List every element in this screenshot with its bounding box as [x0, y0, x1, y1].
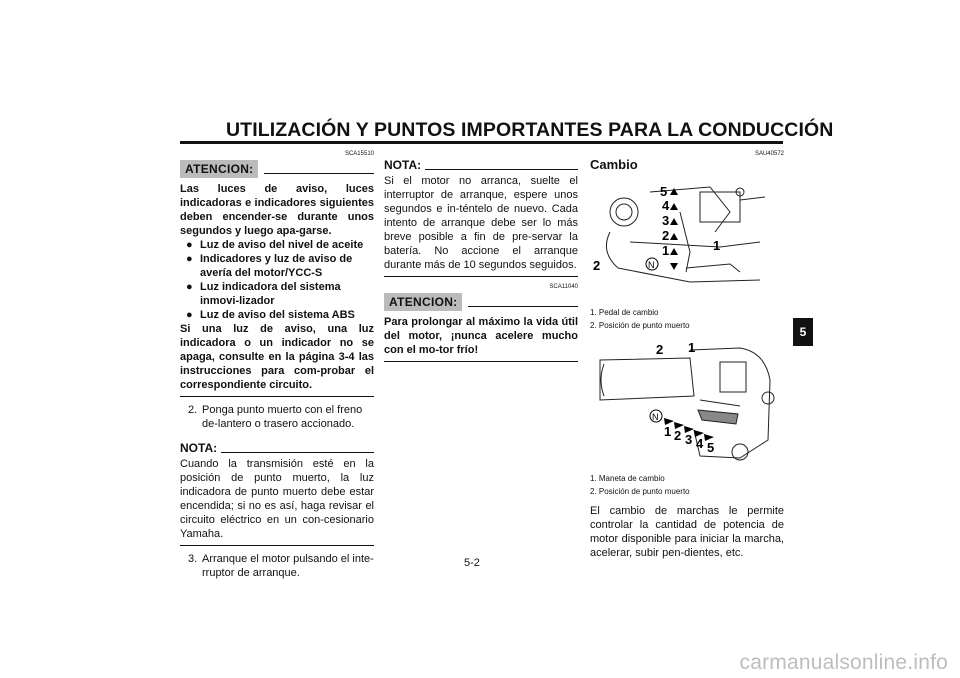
nota-header [384, 158, 578, 172]
step-3: 3. Arranque el motor pulsando el inte-rruptor de arranque. [188, 553, 374, 579]
shift-pedal-figure [590, 172, 770, 302]
bullet-item: ● Luz de aviso del sistema ABS [186, 309, 355, 321]
nota-label: NOTA: [384, 158, 422, 172]
attention-header [384, 293, 578, 311]
nota-text: Si el motor no arranca, suelte el interruptor de arranque, espere unos segundos e in-téntelo de nuevo. Cada intento de arranque debe ser lo más breve posible a fin de pre-servar la batería. No accione el arranque durante más de 10 segundos seguidos. [384, 175, 578, 271]
gear-label: 5 [660, 184, 668, 199]
figure-caption: 1. Pedal de cambio [590, 308, 659, 317]
gear-label: 3 [685, 432, 693, 447]
gear-label: 4 [696, 436, 704, 451]
callout-2: 2 [593, 258, 601, 273]
column-middle [384, 150, 578, 368]
nota-header [180, 441, 374, 455]
body-text: El cambio de marchas le permite controlar la cantidad de potencia de motor disponible para iniciar la marcha, acelerar, subir pen-dientes, etc. [590, 505, 784, 559]
neutral-label: N [652, 412, 659, 422]
column-left [180, 150, 374, 580]
title-rule [180, 141, 783, 144]
warning-outro: Si una luz de aviso, una luz indicadora o un indicador no se apaga, consulte en la página 3-4 las instrucciones para com-probar el correspondiente circuito. [180, 323, 374, 391]
page-number: 5-2 [464, 557, 480, 569]
callout-1: 1 [688, 340, 696, 355]
watermark: carmanualsonline.info [739, 651, 948, 674]
step-2: 2. Ponga punto muerto con el freno de-lantero o trasero accionado. [188, 404, 363, 430]
bullet-icon: ● [186, 309, 193, 321]
warning-intro: Las luces de aviso, luces indicadoras e indicadores siguientes deben encender-se durante unos segundos y luego apa-garse. [180, 183, 374, 237]
neutral-label: N [648, 260, 655, 270]
nota-text: Cuando la transmisión esté en la posición de punto muerto, la luz indicadora de punto muerto debe estar encendida; si no es así, haga revisar el circuito eléctrico en un con-cesionario Yamaha. [180, 458, 374, 540]
nota-label: NOTA: [180, 441, 218, 455]
gear-label: 2 [662, 228, 670, 243]
section-heading: Cambio [590, 157, 638, 172]
gear-label: 5 [707, 440, 715, 455]
callout-2: 2 [656, 342, 664, 357]
page-title: UTILIZACIÓN Y PUNTOS IMPORTANTES PARA LA CONDUCCIÓN [226, 119, 834, 141]
divider [384, 276, 578, 277]
figure-caption: 1. Maneta de cambio [590, 474, 665, 483]
bullet-item: ● Luz indicadora del sistema inmovi-lizador [186, 281, 341, 307]
bullet-icon: ● [186, 253, 193, 265]
warning-text: Para prolongar al máximo la vida útil del motor, ¡nunca acelere mucho con el mo-tor frío! [384, 316, 578, 356]
attention-header [180, 160, 374, 178]
gear-label: 3 [662, 213, 670, 228]
ref-code: SCA15510 [344, 151, 374, 157]
gear-label: 2 [674, 428, 682, 443]
attention-rule [468, 306, 578, 307]
ref-code: SAU40572 [754, 151, 784, 157]
attention-label: ATENCION: [384, 293, 462, 311]
ref-code: SCA11040 [549, 284, 578, 290]
attention-label: ATENCION: [180, 160, 258, 178]
divider [180, 396, 374, 397]
bullet-icon: ● [186, 239, 193, 251]
column-right [590, 150, 784, 560]
gear-label: 4 [662, 198, 670, 213]
chapter-tab: 5 [793, 318, 813, 346]
figure-caption: 2. Posición de punto muerto [590, 487, 690, 496]
divider [180, 545, 374, 546]
figure-caption: 2. Posición de punto muerto [590, 321, 690, 330]
bullet-item: ● Indicadores y luz de aviso de avería del motor/YCC-S [186, 253, 353, 279]
bullet-item: ● Luz de aviso del nivel de aceite [186, 239, 364, 251]
nota-rule [425, 169, 578, 170]
nota-rule [221, 452, 374, 453]
bullet-icon: ● [186, 281, 193, 293]
divider [384, 361, 578, 362]
callout-1: 1 [713, 238, 721, 253]
gear-label: 1 [662, 243, 670, 258]
attention-rule [264, 173, 374, 174]
gear-label: 1 [664, 424, 672, 439]
shift-lever-figure [590, 340, 784, 470]
